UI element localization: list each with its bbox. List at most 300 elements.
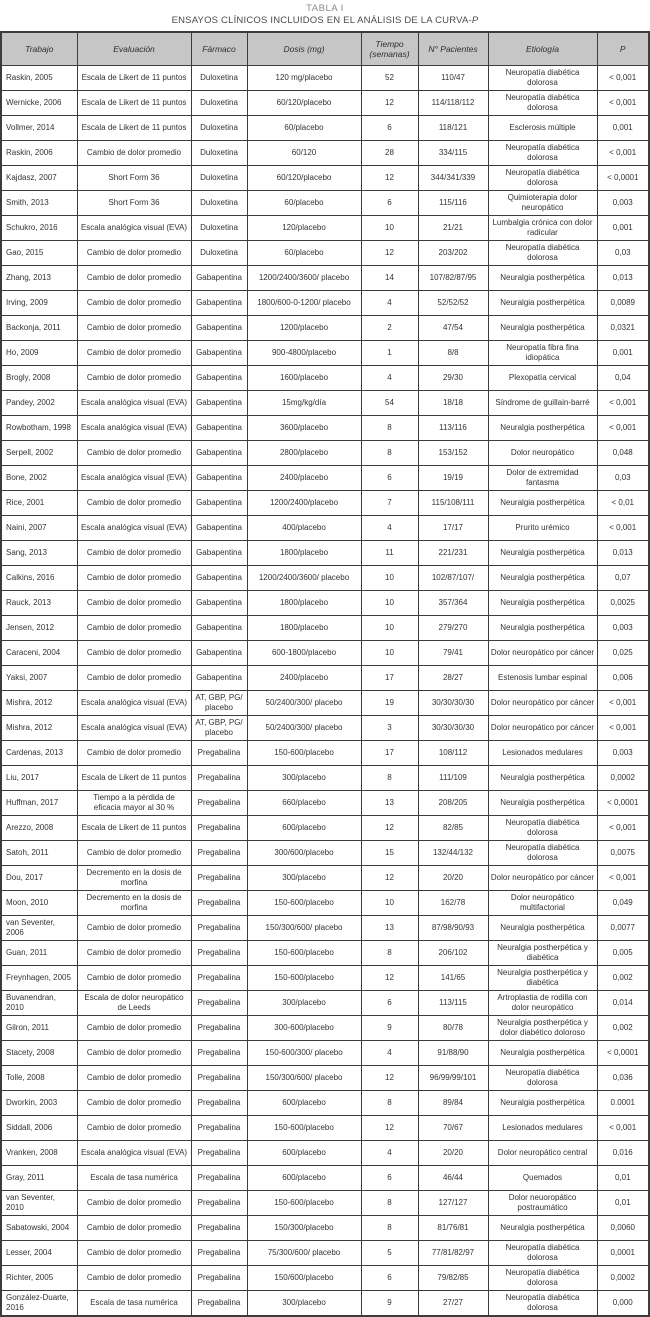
cell-evaluacion: Escala de tasa numérica — [77, 1290, 191, 1316]
cell-pacientes: 46/44 — [418, 1165, 488, 1190]
cell-etiologia: Neuralgia postherpética — [488, 1090, 597, 1115]
cell-evaluacion: Cambio de dolor promedio — [77, 615, 191, 640]
cell-p: < 0,01 — [597, 490, 649, 515]
table-row — [1, 65, 649, 90]
cell-pacientes: 8/8 — [418, 340, 488, 365]
cell-pacientes: 29/30 — [418, 365, 488, 390]
cell-tiempo: 6 — [361, 115, 418, 140]
cell-p: 0,002 — [597, 965, 649, 990]
cell-p: 0,003 — [597, 190, 649, 215]
cell-p: < 0,0001 — [597, 790, 649, 815]
cell-etiologia: Quimioterapia dolor neuropático — [488, 190, 597, 215]
cell-evaluacion: Cambio de dolor promedio — [77, 365, 191, 390]
cell-etiologia: Neuropatía diabética dolorosa — [488, 1065, 597, 1090]
cell-evaluacion: Escala de Likert de 11 puntos — [77, 815, 191, 840]
cell-etiologia: Neuralgia postherpética y dolor diabético doloroso — [488, 1015, 597, 1040]
cell-dosis: 120/placebo — [247, 215, 361, 240]
header-dosis: Dosis (mg) — [247, 32, 361, 66]
cell-etiologia: Dolor neuropático por cáncer — [488, 865, 597, 890]
table-row — [1, 540, 649, 565]
cell-farmaco: Pregabalina — [191, 1115, 247, 1140]
cell-trabajo: Caraceni, 2004 — [1, 640, 77, 665]
cell-farmaco: Duloxetina — [191, 115, 247, 140]
table-row — [1, 1290, 649, 1316]
cell-evaluacion: Cambio de dolor promedio — [77, 1065, 191, 1090]
cell-evaluacion: Cambio de dolor promedio — [77, 940, 191, 965]
cell-farmaco: Pregabalina — [191, 1290, 247, 1316]
cell-farmaco: AT, GBP, PG/ placebo — [191, 715, 247, 740]
cell-etiologia: Neuropatía diabética dolorosa — [488, 165, 597, 190]
table-row — [1, 990, 649, 1015]
cell-p: 0,013 — [597, 540, 649, 565]
cell-evaluacion: Decremento en la dosis de morfina — [77, 865, 191, 890]
table-row — [1, 1090, 649, 1115]
table-row — [1, 790, 649, 815]
cell-tiempo: 4 — [361, 290, 418, 315]
cell-trabajo: Liu, 2017 — [1, 765, 77, 790]
cell-pacientes: 89/84 — [418, 1090, 488, 1115]
table-row — [1, 1140, 649, 1165]
cell-trabajo: Dou, 2017 — [1, 865, 77, 890]
cell-p: 0,001 — [597, 340, 649, 365]
cell-dosis: 60/120/placebo — [247, 90, 361, 115]
cell-farmaco: Pregabalina — [191, 865, 247, 890]
table-row — [1, 515, 649, 540]
cell-tiempo: 4 — [361, 365, 418, 390]
cell-etiologia: Neuralgia postherpética — [488, 540, 597, 565]
cell-trabajo: Gray, 2011 — [1, 1165, 77, 1190]
cell-pacientes: 82/85 — [418, 815, 488, 840]
table-row — [1, 365, 649, 390]
cell-pacientes: 344/341/339 — [418, 165, 488, 190]
cell-etiologia: Dolor neuropático por cáncer — [488, 715, 597, 740]
cell-pacientes: 114/118/112 — [418, 90, 488, 115]
cell-tiempo: 5 — [361, 1240, 418, 1265]
cell-trabajo: Vollmer, 2014 — [1, 115, 77, 140]
cell-pacientes: 77/81/82/97 — [418, 1240, 488, 1265]
cell-tiempo: 10 — [361, 215, 418, 240]
cell-p: 0,0025 — [597, 590, 649, 615]
cell-dosis: 1200/2400/3600/ placebo — [247, 565, 361, 590]
cell-dosis: 600/placebo — [247, 815, 361, 840]
cell-p: < 0,001 — [597, 515, 649, 540]
table-row — [1, 690, 649, 715]
table-row — [1, 240, 649, 265]
cell-evaluacion: Cambio de dolor promedio — [77, 590, 191, 615]
cell-p: 0,002 — [597, 1015, 649, 1040]
cell-pacientes: 118/121 — [418, 115, 488, 140]
header-farmaco: Fármaco — [191, 32, 247, 66]
cell-etiologia: Lumbalgia crónica con dolor radicular — [488, 215, 597, 240]
cell-farmaco: Gabapentina — [191, 465, 247, 490]
cell-dosis: 150-600/300/ placebo — [247, 1040, 361, 1065]
cell-tiempo: 7 — [361, 490, 418, 515]
table-row — [1, 1165, 649, 1190]
cell-etiologia: Neuralgia postherpética — [488, 1215, 597, 1240]
cell-dosis: 300/placebo — [247, 1290, 361, 1316]
cell-dosis: 400/placebo — [247, 515, 361, 540]
table-row — [1, 1240, 649, 1265]
cell-farmaco: Pregabalina — [191, 1090, 247, 1115]
cell-dosis: 150-600/placebo — [247, 1190, 361, 1215]
header-tiempo: Tiempo (semanas) — [361, 32, 418, 66]
cell-etiologia: Neuropatía diabética dolorosa — [488, 815, 597, 840]
cell-farmaco: Gabapentina — [191, 290, 247, 315]
table-row — [1, 840, 649, 865]
cell-p: < 0,001 — [597, 865, 649, 890]
cell-evaluacion: Cambio de dolor promedio — [77, 1040, 191, 1065]
cell-trabajo: Lesser, 2004 — [1, 1240, 77, 1265]
cell-dosis: 300/placebo — [247, 990, 361, 1015]
cell-dosis: 60/placebo — [247, 115, 361, 140]
cell-p: 0.0001 — [597, 1090, 649, 1115]
header-p: P — [597, 32, 649, 66]
cell-trabajo: Raskin, 2005 — [1, 65, 77, 90]
cell-tiempo: 17 — [361, 740, 418, 765]
table-row — [1, 965, 649, 990]
cell-evaluacion: Cambio de dolor promedio — [77, 315, 191, 340]
cell-evaluacion: Escala de tasa numérica — [77, 1165, 191, 1190]
cell-p: 0,003 — [597, 615, 649, 640]
cell-evaluacion: Escala de Likert de 11 puntos — [77, 115, 191, 140]
cell-pacientes: 141/65 — [418, 965, 488, 990]
cell-dosis: 300/placebo — [247, 765, 361, 790]
cell-p: < 0,001 — [597, 140, 649, 165]
cell-evaluacion: Cambio de dolor promedio — [77, 665, 191, 690]
cell-trabajo: Rice, 2001 — [1, 490, 77, 515]
cell-etiologia: Neuropatía diabética dolorosa — [488, 90, 597, 115]
cell-etiologia: Neuralgia postherpética — [488, 290, 597, 315]
cell-trabajo: Satoh, 2011 — [1, 840, 77, 865]
cell-dosis: 1800/placebo — [247, 590, 361, 615]
cell-pacientes: 113/116 — [418, 415, 488, 440]
cell-tiempo: 28 — [361, 140, 418, 165]
cell-evaluacion: Cambio de dolor promedio — [77, 1015, 191, 1040]
cell-pacientes: 79/82/85 — [418, 1265, 488, 1290]
cell-etiologia: Neuralgia postherpética — [488, 765, 597, 790]
cell-dosis: 60/120 — [247, 140, 361, 165]
header-evaluacion: Evaluación — [77, 32, 191, 66]
cell-pacientes: 21/21 — [418, 215, 488, 240]
cell-tiempo: 3 — [361, 715, 418, 740]
cell-evaluacion: Cambio de dolor promedio — [77, 1190, 191, 1215]
cell-tiempo: 2 — [361, 315, 418, 340]
cell-trabajo: Cardenas, 2013 — [1, 740, 77, 765]
cell-p: < 0,0001 — [597, 165, 649, 190]
cell-pacientes: 19/19 — [418, 465, 488, 490]
cell-pacientes: 30/30/30/30 — [418, 690, 488, 715]
cell-trabajo: Backonja, 2011 — [1, 315, 77, 340]
cell-p: 0,025 — [597, 640, 649, 665]
cell-dosis: 150-600/placebo — [247, 1115, 361, 1140]
cell-trabajo: Jensen, 2012 — [1, 615, 77, 640]
cell-farmaco: Gabapentina — [191, 590, 247, 615]
cell-farmaco: Duloxetina — [191, 190, 247, 215]
table-row — [1, 1215, 649, 1240]
cell-pacientes: 111/109 — [418, 765, 488, 790]
cell-farmaco: Gabapentina — [191, 540, 247, 565]
cell-trabajo: Zhang, 2013 — [1, 265, 77, 290]
cell-tiempo: 6 — [361, 1165, 418, 1190]
table-number-title: TABLA I — [306, 3, 344, 14]
cell-p: 0,04 — [597, 365, 649, 390]
cell-dosis: 150-600/placebo — [247, 890, 361, 915]
cell-trabajo: González-Duarte, 2016 — [1, 1290, 77, 1316]
cell-p: 0,006 — [597, 665, 649, 690]
cell-farmaco: Duloxetina — [191, 240, 247, 265]
cell-etiologia: Síndrome de guillain-barré — [488, 390, 597, 415]
cell-etiologia: Dolor de extremidad fantasma — [488, 465, 597, 490]
cell-pacientes: 203/202 — [418, 240, 488, 265]
cell-tiempo: 1 — [361, 340, 418, 365]
cell-farmaco: Gabapentina — [191, 265, 247, 290]
cell-p: 0,005 — [597, 940, 649, 965]
cell-pacientes: 108/112 — [418, 740, 488, 765]
table-row — [1, 315, 649, 340]
cell-farmaco: Pregabalina — [191, 1165, 247, 1190]
cell-evaluacion: Escala analógica visual (EVA) — [77, 465, 191, 490]
cell-pacientes: 334/115 — [418, 140, 488, 165]
cell-p: 0,036 — [597, 1065, 649, 1090]
cell-tiempo: 52 — [361, 65, 418, 90]
cell-etiologia: Neuralgia postherpética — [488, 915, 597, 940]
cell-dosis: 600-1800/placebo — [247, 640, 361, 665]
table-row — [1, 940, 649, 965]
cell-dosis: 1800/placebo — [247, 615, 361, 640]
cell-etiologia: Neuralgia postherpética — [488, 315, 597, 340]
cell-pacientes: 162/78 — [418, 890, 488, 915]
cell-etiologia: Neuralgia postherpética — [488, 1040, 597, 1065]
cell-dosis: 1200/2400/placebo — [247, 490, 361, 515]
table-body — [1, 65, 649, 1316]
cell-dosis: 15mg/kg/día — [247, 390, 361, 415]
table-row — [1, 915, 649, 940]
cell-farmaco: Duloxetina — [191, 140, 247, 165]
cell-dosis: 2800/placebo — [247, 440, 361, 465]
table-row — [1, 90, 649, 115]
cell-evaluacion: Cambio de dolor promedio — [77, 965, 191, 990]
table-row — [1, 665, 649, 690]
cell-pacientes: 70/67 — [418, 1115, 488, 1140]
cell-trabajo: Mishra, 2012 — [1, 690, 77, 715]
cell-farmaco: Pregabalina — [191, 1215, 247, 1240]
table-row — [1, 640, 649, 665]
cell-etiologia: Neuropatía diabética dolorosa — [488, 1290, 597, 1316]
table-row — [1, 1190, 649, 1215]
cell-tiempo: 12 — [361, 965, 418, 990]
cell-p: 0,000 — [597, 1290, 649, 1316]
cell-farmaco: Pregabalina — [191, 790, 247, 815]
table-row — [1, 165, 649, 190]
cell-tiempo: 10 — [361, 890, 418, 915]
cell-evaluacion: Escala de dolor neuropático de Leeds — [77, 990, 191, 1015]
cell-trabajo: Irving, 2009 — [1, 290, 77, 315]
cell-p: < 0,001 — [597, 415, 649, 440]
cell-tiempo: 13 — [361, 915, 418, 940]
table-row — [1, 740, 649, 765]
cell-p: 0,0001 — [597, 1240, 649, 1265]
cell-farmaco: Gabapentina — [191, 515, 247, 540]
cell-tiempo: 12 — [361, 165, 418, 190]
cell-etiologia: Dolor neuropático multifactorial — [488, 890, 597, 915]
table-title — [0, 0, 650, 27]
cell-dosis: 60/120/placebo — [247, 165, 361, 190]
cell-pacientes: 52/52/52 — [418, 290, 488, 315]
cell-evaluacion: Cambio de dolor promedio — [77, 1265, 191, 1290]
cell-etiologia: Dolor neuoropático postraumático — [488, 1190, 597, 1215]
cell-trabajo: Buvanendran, 2010 — [1, 990, 77, 1015]
cell-pacientes: 115/108/111 — [418, 490, 488, 515]
cell-dosis: 150/300/600/ placebo — [247, 915, 361, 940]
cell-p: < 0,001 — [597, 390, 649, 415]
cell-pacientes: 87/98/90/93 — [418, 915, 488, 940]
cell-trabajo: Richter, 2005 — [1, 1265, 77, 1290]
cell-p: 0,003 — [597, 740, 649, 765]
cell-trabajo: Siddall, 2006 — [1, 1115, 77, 1140]
table-header — [1, 32, 649, 66]
cell-evaluacion: Escala analógica visual (EVA) — [77, 1140, 191, 1165]
cell-p: 0,0060 — [597, 1215, 649, 1240]
cell-farmaco: Pregabalina — [191, 740, 247, 765]
cell-p: 0,049 — [597, 890, 649, 915]
table-row — [1, 765, 649, 790]
cell-evaluacion: Escala analógica visual (EVA) — [77, 690, 191, 715]
cell-p: 0,03 — [597, 240, 649, 265]
cell-tiempo: 8 — [361, 415, 418, 440]
cell-p: 0,048 — [597, 440, 649, 465]
cell-pacientes: 80/78 — [418, 1015, 488, 1040]
cell-farmaco: AT, GBP, PG/ placebo — [191, 690, 247, 715]
table-row — [1, 1265, 649, 1290]
cell-tiempo: 12 — [361, 1065, 418, 1090]
cell-tiempo: 12 — [361, 90, 418, 115]
cell-p: 0,01 — [597, 1165, 649, 1190]
cell-etiologia: Lesionados medulares — [488, 1115, 597, 1140]
cell-etiologia: Neuralgia postherpética — [488, 565, 597, 590]
table-caption — [0, 15, 650, 27]
cell-etiologia: Plexopatía cervical — [488, 365, 597, 390]
cell-trabajo: Gao, 2015 — [1, 240, 77, 265]
cell-dosis: 150-600/placebo — [247, 740, 361, 765]
cell-etiologia: Neuralgia postherpética y diabética — [488, 965, 597, 990]
table-row — [1, 390, 649, 415]
cell-tiempo: 6 — [361, 465, 418, 490]
cell-dosis: 120 mg/placebo — [247, 65, 361, 90]
table-row — [1, 265, 649, 290]
cell-farmaco: Gabapentina — [191, 565, 247, 590]
cell-etiologia: Estenosis lumbar espinal — [488, 665, 597, 690]
cell-pacientes: 107/82/87/95 — [418, 265, 488, 290]
cell-dosis: 600/placebo — [247, 1090, 361, 1115]
cell-tiempo: 15 — [361, 840, 418, 865]
cell-tiempo: 8 — [361, 1215, 418, 1240]
cell-farmaco: Duloxetina — [191, 65, 247, 90]
cell-evaluacion: Escala de Likert de 11 puntos — [77, 765, 191, 790]
cell-p: 0,0075 — [597, 840, 649, 865]
cell-p: < 0,001 — [597, 1115, 649, 1140]
cell-evaluacion: Decremento en la dosis de morfina — [77, 890, 191, 915]
cell-etiologia: Neuropatía diabética dolorosa — [488, 840, 597, 865]
cell-evaluacion: Cambio de dolor promedio — [77, 540, 191, 565]
cell-dosis: 300/placebo — [247, 865, 361, 890]
cell-dosis: 50/2400/300/ placebo — [247, 715, 361, 740]
cell-farmaco: Gabapentina — [191, 440, 247, 465]
cell-etiologia: Neuropatía diabética dolorosa — [488, 1265, 597, 1290]
cell-pacientes: 18/18 — [418, 390, 488, 415]
cell-trabajo: Bone, 2002 — [1, 465, 77, 490]
cell-p: < 0,001 — [597, 65, 649, 90]
cell-farmaco: Pregabalina — [191, 1265, 247, 1290]
cell-tiempo: 8 — [361, 940, 418, 965]
header-row — [1, 32, 649, 66]
cell-tiempo: 4 — [361, 1040, 418, 1065]
cell-dosis: 900-4800/placebo — [247, 340, 361, 365]
table-row — [1, 715, 649, 740]
cell-trabajo: Gilron, 2011 — [1, 1015, 77, 1040]
cell-etiologia: Esclerosis múltiple — [488, 115, 597, 140]
cell-dosis: 1200/2400/3600/ placebo — [247, 265, 361, 290]
cell-farmaco: Pregabalina — [191, 1040, 247, 1065]
cell-trabajo: Naini, 2007 — [1, 515, 77, 540]
cell-trabajo: Kajdasz, 2007 — [1, 165, 77, 190]
cell-trabajo: Mishra, 2012 — [1, 715, 77, 740]
cell-trabajo: Wernicke, 2006 — [1, 90, 77, 115]
cell-pacientes: 208/205 — [418, 790, 488, 815]
cell-dosis: 1200/placebo — [247, 315, 361, 340]
cell-pacientes: 30/30/30/30 — [418, 715, 488, 740]
cell-farmaco: Gabapentina — [191, 390, 247, 415]
cell-farmaco: Pregabalina — [191, 940, 247, 965]
cell-etiologia: Dolor neuropático por cáncer — [488, 690, 597, 715]
table-row — [1, 865, 649, 890]
cell-pacientes: 47/54 — [418, 315, 488, 340]
cell-dosis: 60/placebo — [247, 190, 361, 215]
table-row — [1, 1040, 649, 1065]
cell-trabajo: Raskin, 2006 — [1, 140, 77, 165]
cell-tiempo: 6 — [361, 190, 418, 215]
table-row — [1, 440, 649, 465]
cell-dosis: 150-600/placebo — [247, 940, 361, 965]
cell-trabajo: Guan, 2011 — [1, 940, 77, 965]
cell-evaluacion: Cambio de dolor promedio — [77, 1115, 191, 1140]
cell-pacientes: 115/116 — [418, 190, 488, 215]
cell-evaluacion: Escala analógica visual (EVA) — [77, 215, 191, 240]
cell-tiempo: 6 — [361, 990, 418, 1015]
cell-trabajo: Pandey, 2002 — [1, 390, 77, 415]
cell-evaluacion: Cambio de dolor promedio — [77, 440, 191, 465]
cell-tiempo: 19 — [361, 690, 418, 715]
cell-p: 0,0002 — [597, 765, 649, 790]
cell-etiologia: Quemados — [488, 1165, 597, 1190]
cell-etiologia: Neuropatía diabética dolorosa — [488, 140, 597, 165]
cell-p: < 0,001 — [597, 715, 649, 740]
header-etiologia: Etiología — [488, 32, 597, 66]
cell-tiempo: 11 — [361, 540, 418, 565]
cell-evaluacion: Cambio de dolor promedio — [77, 1090, 191, 1115]
cell-trabajo: Smith, 2013 — [1, 190, 77, 215]
cell-etiologia: Prurito urémico — [488, 515, 597, 540]
cell-evaluacion: Cambio de dolor promedio — [77, 240, 191, 265]
cell-pacientes: 153/152 — [418, 440, 488, 465]
cell-farmaco: Gabapentina — [191, 415, 247, 440]
cell-farmaco: Gabapentina — [191, 640, 247, 665]
cell-trabajo: Rowbotham, 1998 — [1, 415, 77, 440]
table-row — [1, 890, 649, 915]
cell-pacientes: 28/27 — [418, 665, 488, 690]
cell-farmaco: Gabapentina — [191, 365, 247, 390]
cell-tiempo: 9 — [361, 1290, 418, 1316]
cell-dosis: 600/placebo — [247, 1140, 361, 1165]
